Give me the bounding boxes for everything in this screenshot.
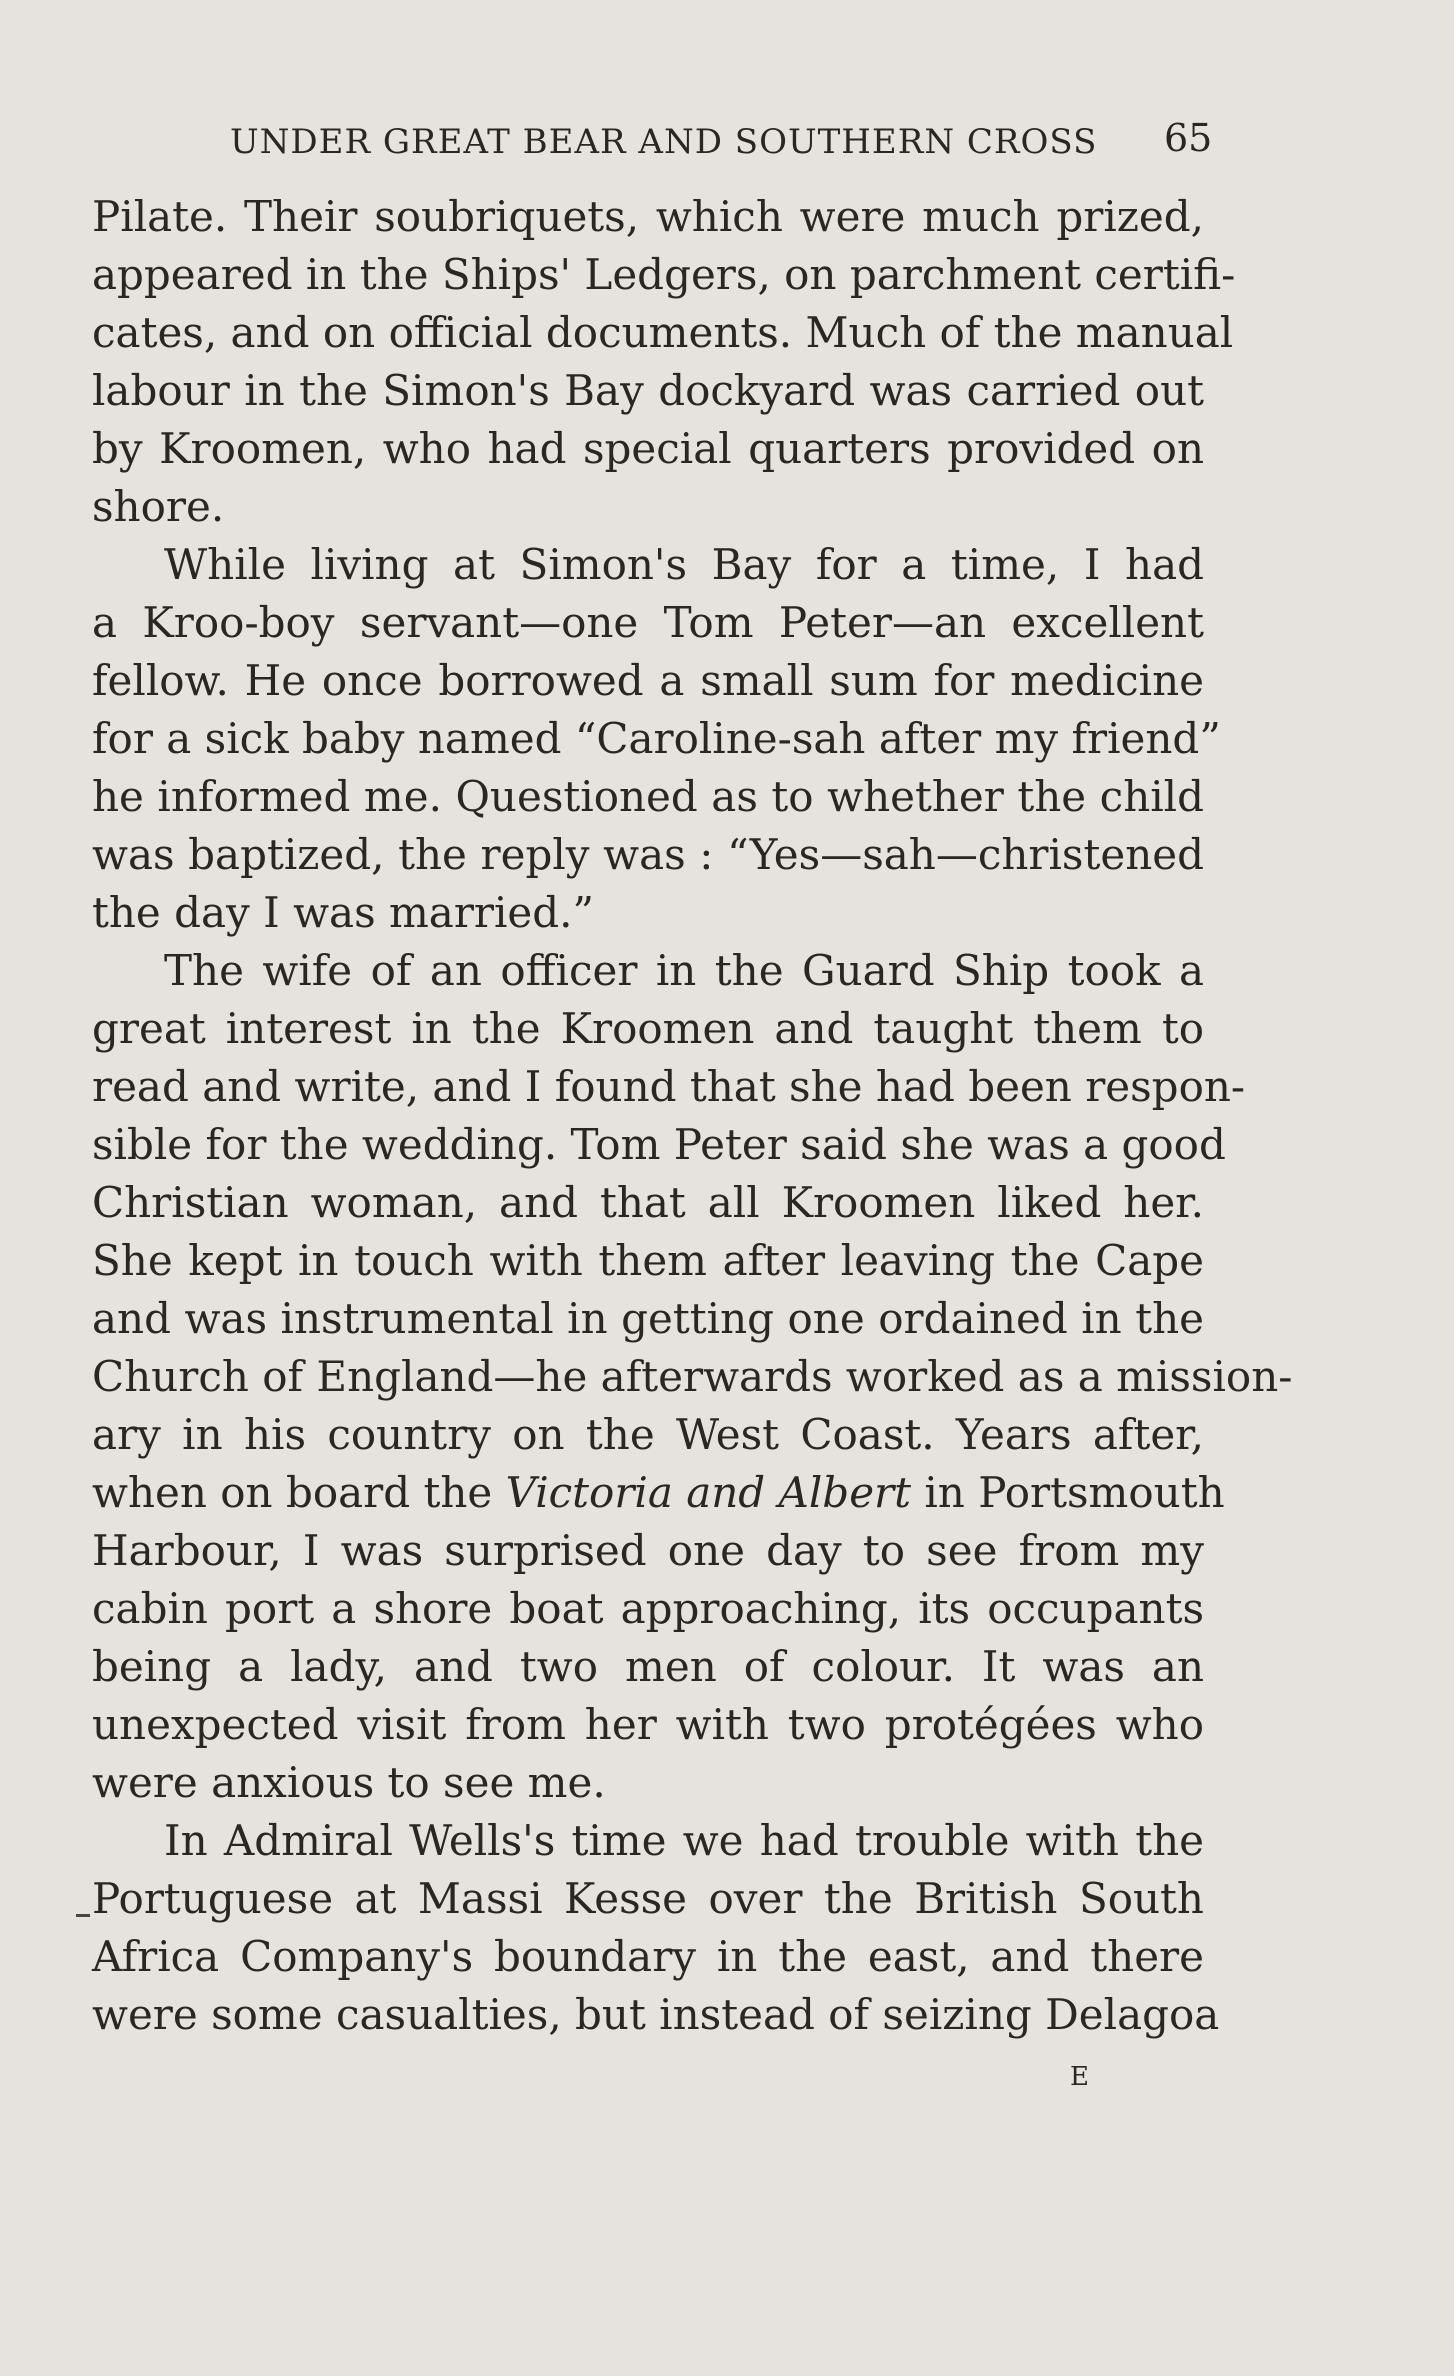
text-line: labour in the Simon's Bay dockyard was carried out [92,366,1204,415]
text-line: Portuguese at Massi Kesse over the British South [92,1874,1204,1923]
text-segment: in Portsmouth [911,1468,1225,1517]
text-line: was baptized, the reply was : “Yes—sah—christened [92,830,1204,879]
text-line: cates, and on official documents. Much of the manual [92,308,1234,357]
text-line: were some casualties, but instead of seizing Delagoa [92,1990,1220,2039]
text-line: Africa Company's boundary in the east, and there [92,1932,1204,1981]
text-line: fellow. He once borrowed a small sum for medicine [92,656,1204,705]
text-line: shore. [92,482,225,531]
text-line: Church of England—he afterwards worked as a mission- [92,1352,1293,1401]
text-line: for a sick baby named “Caroline-sah after my friend” [92,714,1221,763]
signature-mark: E [1070,2062,1090,2092]
running-head: UNDER GREAT BEAR AND SOUTHERN CROSS [230,122,1098,162]
text-line: he informed me. Questioned as to whether the child [92,772,1204,821]
margin-mark [76,1914,90,1917]
text-line: were anxious to see me. [92,1758,606,1807]
text-line: read and write, and I found that she had been respon- [92,1062,1246,1111]
text-line: Christian woman, and that all Kroomen liked her. [92,1178,1204,1227]
text-line: a Kroo-boy servant—one Tom Peter—an excellent [92,598,1204,647]
text-line: The wife of an officer in the Guard Ship took a [164,946,1204,995]
body-text [92,188,1293,2044]
text-line: In Admiral Wells's time we had trouble with the [164,1816,1204,1865]
text-line: being a lady, and two men of colour. It was an [92,1642,1204,1691]
text-line: cabin port a shore boat approaching, its occupants [92,1584,1204,1633]
text-line: appeared in the Ships' Ledgers, on parchment certifi- [92,250,1236,299]
text-line: and was instrumental in getting one ordained in the [92,1294,1204,1343]
text-line: While living at Simon's Bay for a time, I had [164,540,1204,589]
text-line: Pilate. Their soubriquets, which were much prized, [92,192,1204,241]
text-line: Harbour, I was surprised one day to see from my [92,1526,1204,1575]
text-line: unexpected visit from her with two protégées who [92,1700,1204,1749]
text-line: She kept in touch with them after leaving the Cape [92,1236,1204,1285]
text-segment: when on board the [92,1468,506,1517]
text-line: sible for the wedding. Tom Peter said she was a good [92,1120,1226,1169]
italic-title: Victoria and Albert [505,1468,912,1517]
text-line [92,1464,1225,1522]
text-line: the day I was married.” [92,888,594,937]
text-line: by Kroomen, who had special quarters provided on [92,424,1204,473]
text-line: great interest in the Kroomen and taught them to [92,1004,1204,1053]
text-line: ary in his country on the West Coast. Years after, [92,1410,1204,1459]
page-number: 65 [1164,116,1213,160]
